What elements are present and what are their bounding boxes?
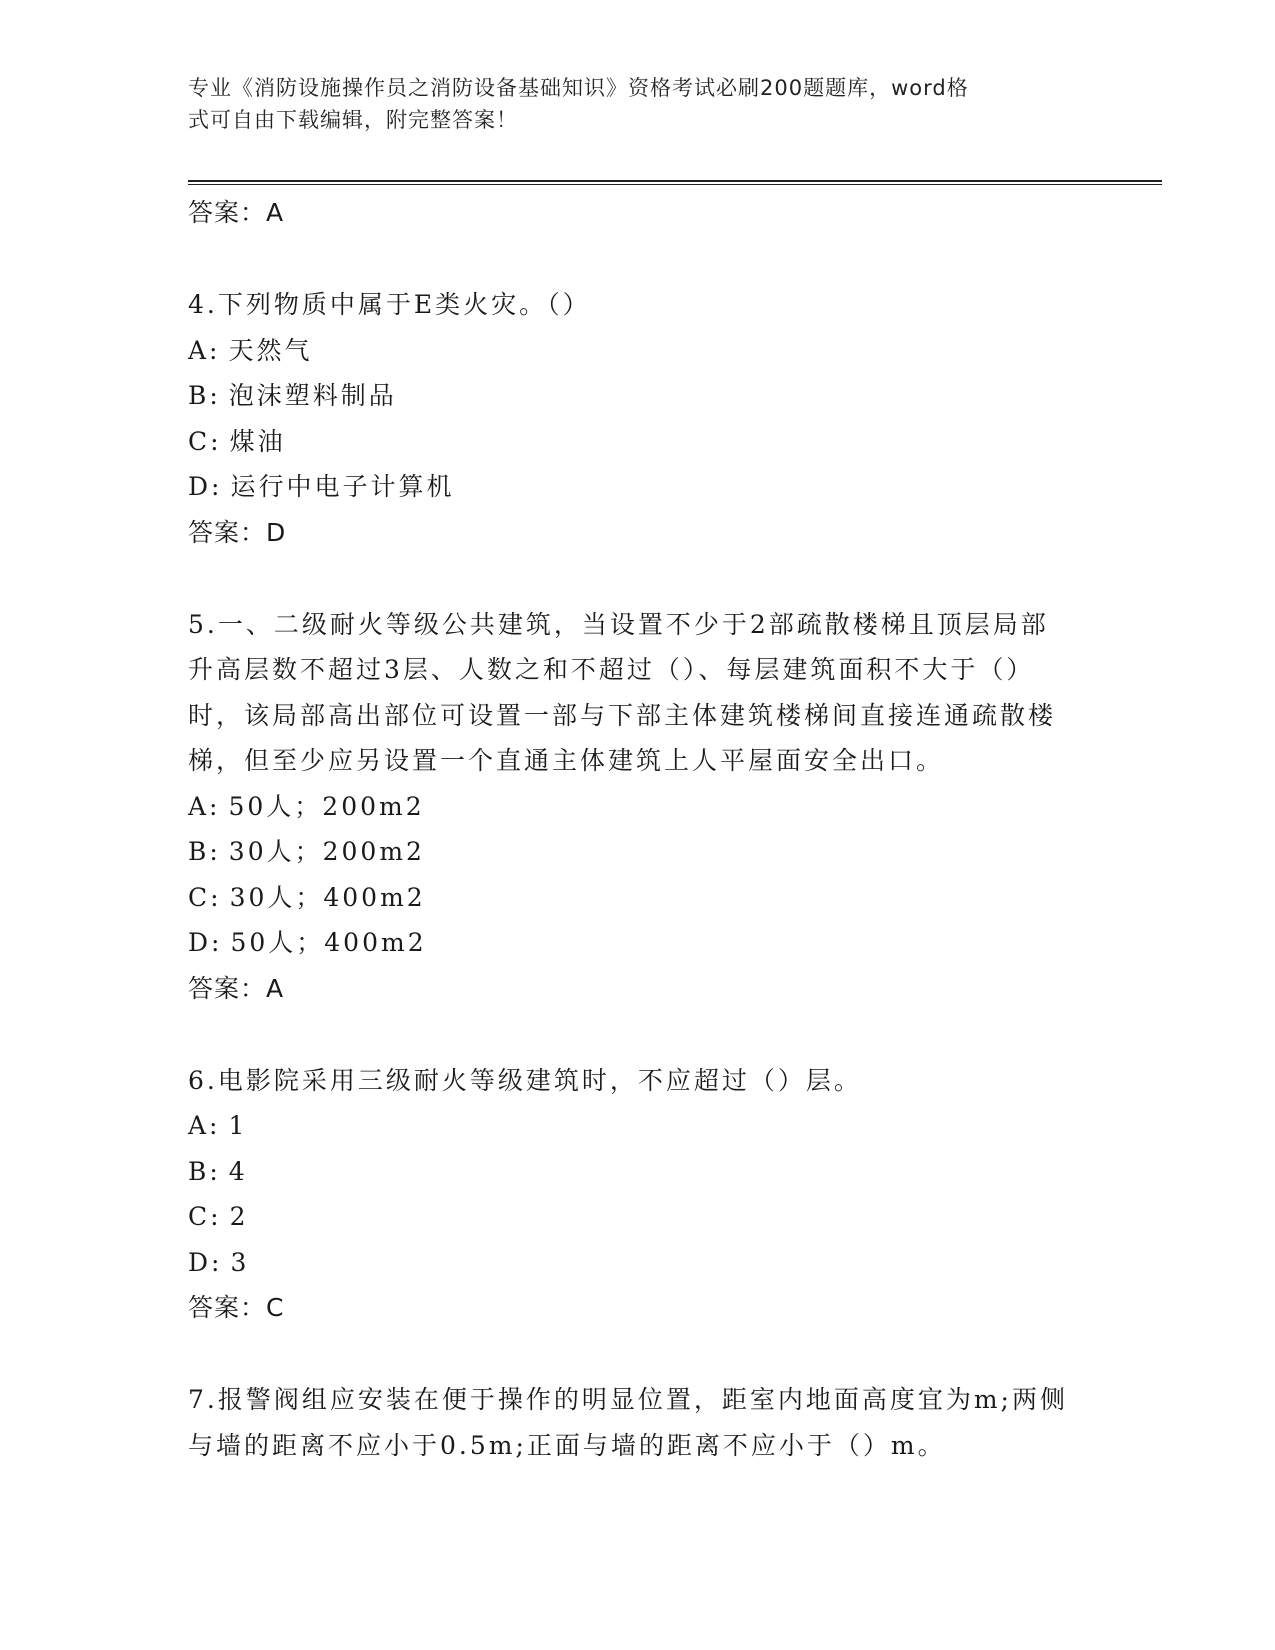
question-6: 6.电影院采用三级耐火等级建筑时，不应超过（）层。 xyxy=(188,1065,862,1095)
option-c xyxy=(188,875,1068,921)
option-letter: C: xyxy=(188,426,222,456)
question-7: 7.报警阀组应安装在便于操作的明显位置，距室内地面高度宜为m;两侧与墙的距离不应小于0.5m;正面与墙的距离不应小于（）m。 xyxy=(188,1385,1068,1460)
document-header xyxy=(188,72,1068,136)
option-text: 2 xyxy=(229,1202,249,1231)
option-text: 30人；200m2 xyxy=(228,837,425,866)
option-c xyxy=(188,419,1068,465)
option-text: 运行中电子计算机 xyxy=(230,472,455,501)
option-a xyxy=(188,328,1068,374)
question-5: 5.一、二级耐火等级公共建筑，当设置不少于2部疏散楼梯且顶层局部升高层数不超过3层、人数之和不超过（）、每层建筑面积不大于（）时，该局部高出部位可设置一部与下部主体建筑楼梯间直接连通疏散楼梯，但至少应另设置一个直通主体建筑上人平屋面安全出口。 xyxy=(188,609,1057,775)
answer-5: 答案：A xyxy=(188,973,285,1003)
header-line-1: 专业《消防设施操作员之消防设备基础知识》资格考试必刷200题题库，word格 xyxy=(188,76,969,100)
spacer xyxy=(188,236,1068,282)
option-a xyxy=(188,784,1068,830)
option-letter: C: xyxy=(188,882,222,912)
option-text: 50人；200m2 xyxy=(228,791,425,821)
option-b xyxy=(188,829,1068,875)
spacer xyxy=(188,1012,1068,1058)
option-d xyxy=(188,464,1068,510)
spacer xyxy=(188,556,1068,602)
option-letter: A: xyxy=(188,335,221,365)
option-letter: D: xyxy=(188,472,223,501)
option-c xyxy=(188,1194,1068,1240)
option-letter: B: xyxy=(188,381,221,410)
option-text: 4 xyxy=(228,1156,248,1186)
option-text: 煤油 xyxy=(229,426,286,456)
question-list xyxy=(188,190,1068,1468)
question-4: 4.下列物质中属于E类火灾。（） xyxy=(188,290,591,319)
option-text: 30人；400m2 xyxy=(229,882,426,912)
option-letter: A: xyxy=(188,791,221,821)
option-a xyxy=(188,1103,1068,1149)
option-d xyxy=(188,1240,1068,1286)
header-line-2: 式可自由下载编辑，附完整答案！ xyxy=(188,108,518,132)
option-b xyxy=(188,373,1068,419)
option-text: 天然气 xyxy=(228,335,313,365)
option-text: 泡沫塑料制品 xyxy=(228,381,397,410)
option-text: 50人；400m2 xyxy=(230,928,427,957)
option-letter: C: xyxy=(188,1202,222,1231)
answer-4: 答案：D xyxy=(188,517,287,547)
header-divider-thick xyxy=(188,180,1162,182)
option-letter: A: xyxy=(188,1111,221,1140)
previous-answer: 答案：A xyxy=(188,198,285,227)
option-letter: D: xyxy=(188,1247,223,1277)
option-letter: B: xyxy=(188,837,221,866)
option-text: 3 xyxy=(230,1247,250,1277)
answer-6: 答案：C xyxy=(188,1293,285,1322)
option-text: 1 xyxy=(228,1111,248,1140)
option-b xyxy=(188,1149,1068,1195)
option-letter: D: xyxy=(188,928,223,957)
header-divider-thin xyxy=(188,184,1162,185)
option-d xyxy=(188,920,1068,966)
option-letter: B: xyxy=(188,1156,221,1186)
spacer xyxy=(188,1331,1068,1377)
